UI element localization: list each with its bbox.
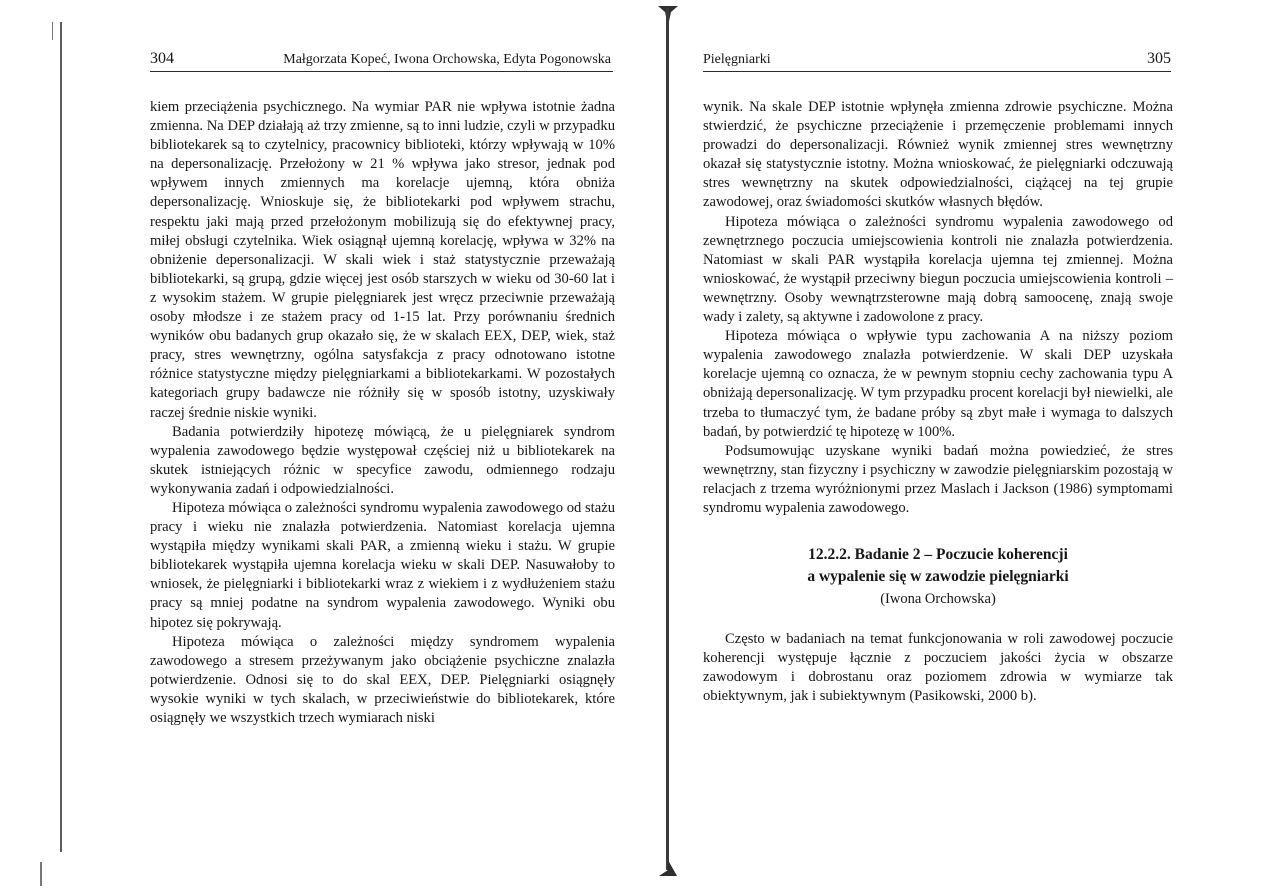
section-heading-block bbox=[703, 544, 1173, 610]
right-page-header bbox=[703, 48, 1171, 72]
right-paragraph-1: wynik. Na skale DEP istotnie wpłynęła zmienna zdrowie psychiczne. Można stwierdzić, że psychiczne przeciążenie i przemęczenie problemami innych prowadzi do depersonalizacji. Również wynik zmiennej stres wewnętrzny okazał się statystycznie istotny. Można wnioskować, że pielęgniarki odczuwają stres wewnętrzny na skutek odpowiedzialności, ciążącej na tej grupie zawodowej, oraz świadomości skutków własnych błędów. bbox=[703, 99, 1173, 211]
right-page-number: 305 bbox=[1147, 50, 1171, 67]
right-running-head: Pielęgniarki bbox=[703, 52, 771, 67]
left-page-header bbox=[150, 48, 613, 72]
left-page-body bbox=[150, 98, 615, 728]
section-heading-line-2: a wypalenie się w zawodzie pielęgniarki bbox=[807, 568, 1069, 586]
right-page bbox=[631, 0, 1262, 894]
left-header-rule bbox=[150, 71, 613, 72]
left-paragraph-2: Badania potwierdziły hipotezę mówiącą, że u pielęgniarek syndrom wypalenia zawodowego będzie występował częściej niż u bibliotekarek na skutek istniejących różnic w specyfice zawodu, odmiennego rodzaju wykonywania zadań i odpowiedzialności. bbox=[150, 423, 615, 497]
left-paragraph-1: kiem przeciążenia psychicznego. Na wymiar PAR nie wpływa istotnie żadna zmienna. Na DEP działają aż trzy zmienne, są to inni ludzie, czyli w przypadku bibliotekarek są to czytelnicy, pracownicy biblioteki, którzy wpływają w 10% na depersonalizację. Przełożony w 21 % wpływa jako stresor, jednak pod wpływem innych zmiennych ma korelacje ujemną, która obniża depersonalizację. Wnioskuje się, że bibliotekarki pod wpływem strachu, respektu jaki mają przed przełożonym mobilizują się do efektywnej pracy, miłej obsługi czytelnika. Wiek osiągnął ujemną korelację, wpływa w 32% na obniżenie depersonalizacji. W skali wiek i staż statystycznie przeważają bibliotekarki, są grupą, gdzie więcej jest osób starszych w wieku od 30-60 lat i z wysokim stażem. W grupie pielęgniarek jest wręcz przeciwnie przeważają osoby młodsze i ze stażem pracy od 1-15 lat. Przy porównaniu średnich wyników obu badanych grup okazało się, że w skalach EEX, DEP, wiek, staż pracy, stres wewnętrzny, ogólna satysfakcja z pracy odnotowano istotne różnice statystyczne między pielęgniarkami a bibliotekarkami. W pozostałych kategoriach grupy badawcze nie różniły się w sposób istotny, uzyskiwały raczej średnie niskie wyniki. bbox=[150, 99, 615, 421]
right-paragraph-4: Podsumowując uzyskane wyniki badań można powiedzieć, że stres wewnętrzny, stan fizyczny i psychiczny w zawodzie pielęgniarskim pozostają w relacjach z trzema wyróżnionymi przez Maslach i Jackson (1986) symptomami syndromu wypalenia zawodowego. bbox=[703, 442, 1173, 516]
section-author: (Iwona Orchowska) bbox=[880, 591, 996, 608]
left-running-head: Małgorzata Kopeć, Iwona Orchowska, Edyta Pogonowska bbox=[283, 52, 611, 67]
right-header-rule bbox=[703, 71, 1171, 72]
right-paragraph-3: Hipoteza mówiąca o wpływie typu zachowania A na niższy poziom wypalenia zawodowego znalazła potwierdzenie. W skali DEP uzyskała korelacje ujemną co oznacza, że w pewnym stopniu cechy zachowania typu A obniżają depersonalizację. W tym przypadku procent korelacji był niewielki, ale trzeba to tłumaczyć tym, że badane próby są zbyt małe i wymaga to dalszych badań, by potwierdzić tę hipotezę w 100%. bbox=[703, 328, 1173, 440]
left-paragraph-4: Hipoteza mówiąca o zależności między syndromem wypalenia zawodowego a stresem przeżywanym jako obciążenie psychiczne znalazła potwierdzenie. Odnosi się to do skal EEX, DEP. Pielęgniarki osiągnęły wysokie wyniki w tych skalach, w przeciwieństwie do bibliotekarek, które osiągnęły we wszystkich trzech wymiarach niski bbox=[150, 633, 615, 726]
right-page-body bbox=[703, 98, 1173, 706]
left-paragraph-3: Hipoteza mówiąca o zależności syndromu wypalenia zawodowego od stażu pracy i wieku nie znalazła potwierdzenia. Natomiast korelacja ujemna wystąpiła między wynikami skali PAR, a zmienną wieku i stażu. W grupie bibliotekarek wystąpiła ujemna korelacja wieku w skali DEP. Nasuwałoby to wniosek, że pielęgniarki i bibliotekarki wraz z wiekiem i z wydłużeniem stażu pracy są mniej podatne na syndrom wypalenia zawodowego. Wyniki obu hipotez się pokrywają. bbox=[150, 499, 615, 631]
section-heading-line-1: 12.2.2. Badanie 2 – Poczucie koherencji bbox=[808, 546, 1068, 564]
right-paragraph-2: Hipoteza mówiąca o zależności syndromu wypalenia zawodowego od zewnętrznego poczucia umiejscowienia kontroli nie znalazła potwierdzenia. Natomiast w skali PAR wystąpiła korelacja ujemna tej zmiennej. Można wnioskować, że wystąpił przeciwny biegun poczucia umiejscowienia kontroli – wewnętrzny. Osoby wewnątrzsterowne mają dobrą samoocenę, znają swoje wady i zalety, są aktywne i zadowolone z pracy. bbox=[703, 213, 1173, 326]
right-paragraph-5: Często w badaniach na temat funkcjonowania w roli zawodowej poczucie koherencji występuje łącznie z poczuciem jakości życia w obszarze zawodowym i dobrostanu oraz poziomem zdrowia w wymiarze tak obiektywnym, jak i subiektywnym (Pasikowski, 2000 b). bbox=[703, 631, 1173, 705]
left-page-number: 304 bbox=[150, 50, 174, 67]
